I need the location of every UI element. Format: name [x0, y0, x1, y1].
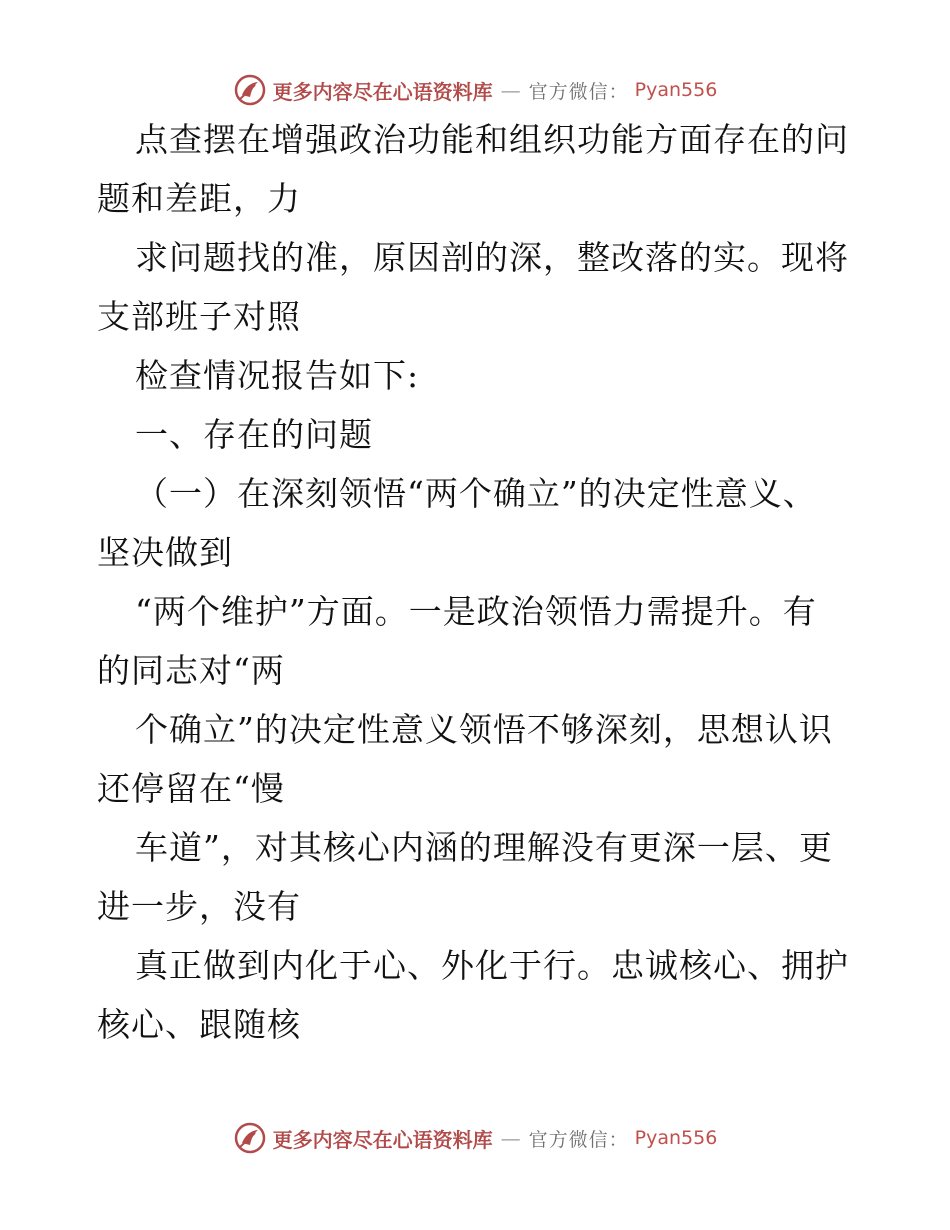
header-watermark [0, 70, 950, 110]
watermark-dash: — [500, 1126, 521, 1150]
document-body [97, 122, 857, 1066]
text-line: 车道”，对其核心内涵的理解没有更深一层、更 [135, 828, 833, 867]
watermark-wechat-id: Pyan556 [634, 79, 718, 101]
text-line: 核心、跟随核 [97, 1005, 301, 1044]
text-line: 检查情况报告如下: [135, 356, 420, 395]
watermark-site-text: 更多内容尽在心语资料库 [272, 1127, 493, 1152]
text-line: 真正做到内化于心、外化于行。忠诚核心、拥护 [135, 946, 849, 985]
section-heading: 一、存在的问题 [135, 415, 373, 454]
seal-logo-icon [233, 73, 267, 107]
text-line: 支部班子对照 [97, 297, 301, 336]
seal-logo-icon [233, 1121, 267, 1155]
text-line: 题和差距，力 [97, 179, 301, 218]
text-line: 点查摆在增强政治功能和组织功能方面存在的问 [135, 120, 849, 159]
watermark-site-text: 更多内容尽在心语资料库 [272, 79, 493, 104]
watermark-official-label: 官方微信： [528, 1128, 629, 1151]
footer-watermark [0, 1118, 950, 1158]
text-line: 个确立”的决定性意义领悟不够深刻，思想认识 [135, 710, 833, 749]
text-line: 还停留在“慢 [97, 769, 285, 808]
text-line: “两个维护”方面。一是政治领悟力需提升。有 [135, 592, 817, 631]
subsection-heading: （一）在深刻领悟“两个确立”的决定性意义、 [135, 474, 817, 513]
text-line: 的同志对“两 [97, 651, 285, 690]
watermark-dash: — [500, 78, 521, 102]
text-line: 求问题找的准，原因剖的深，整改落的实。现将 [135, 238, 849, 277]
watermark-wechat-id: Pyan556 [634, 1127, 718, 1149]
text-line: 坚决做到 [97, 533, 233, 572]
text-line: 进一步，没有 [97, 887, 301, 926]
watermark-official-label: 官方微信： [528, 80, 629, 103]
